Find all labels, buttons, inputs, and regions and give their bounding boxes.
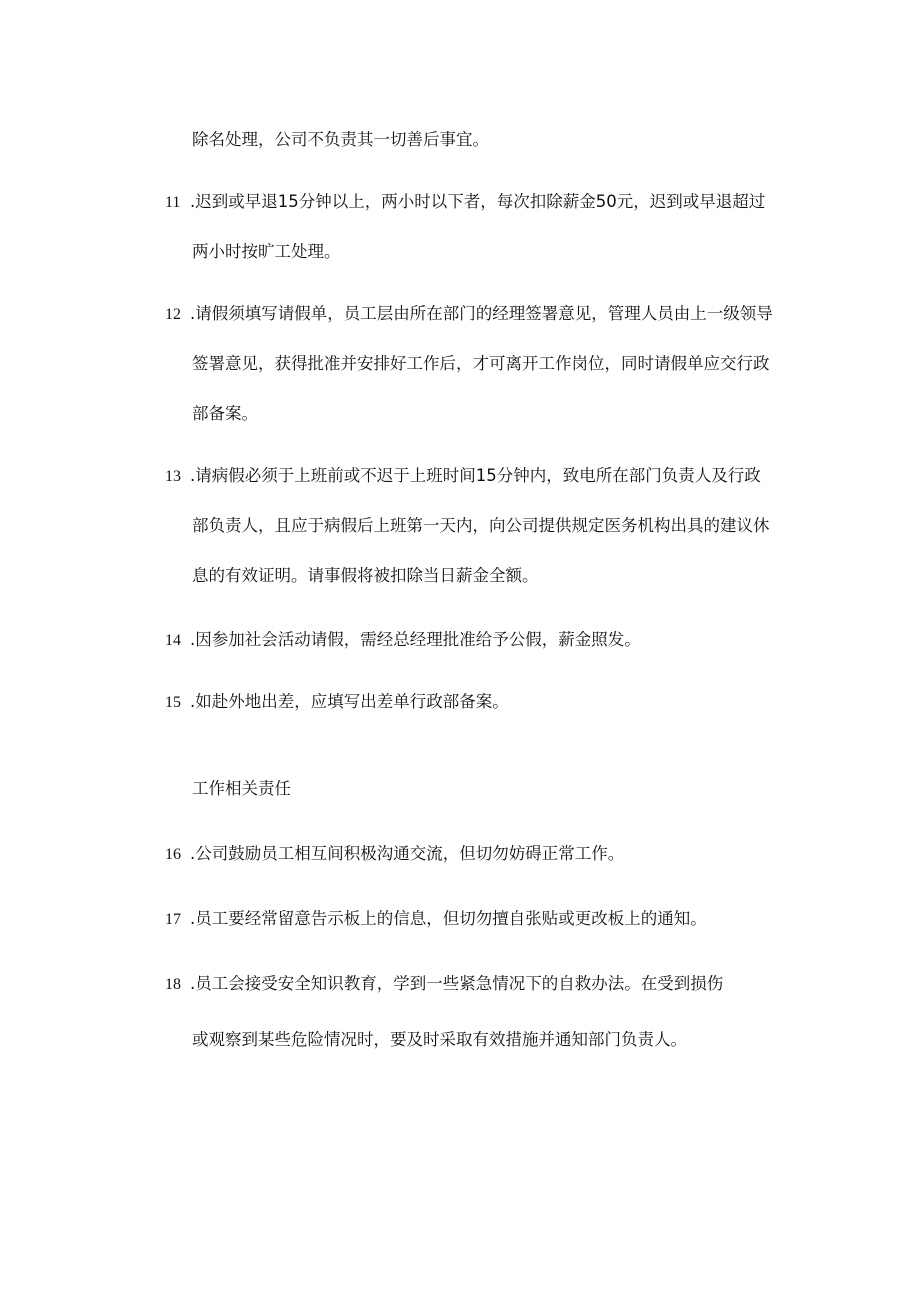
item-line: .请病假必须于上班前或不迟于上班时间15分钟内，致电所在部门负责人及行政	[190, 466, 761, 485]
item-line: 或观察到某些危险情况时，要及时采取有效措施并通知部门负责人。	[192, 1030, 687, 1049]
item-number: 17	[165, 911, 181, 928]
item-line: .员工会接受安全知识教育，学到一些紧急情况下的自救办法。在受到损伤	[190, 974, 724, 993]
continuation-line: 除名处理，公司不负责其一切善后事宜。	[192, 130, 489, 149]
item-line: 两小时按旷工处理。	[192, 242, 341, 261]
item-line: 部备案。	[192, 404, 258, 423]
item-line: .公司鼓励员工相互间积极沟通交流，但切勿妨碍正常工作。	[190, 844, 625, 863]
item-number: 13	[165, 468, 181, 485]
item-number: 14	[165, 632, 181, 649]
item-line: 息的有效证明。请事假将被扣除当日薪金全额。	[192, 566, 539, 585]
section-heading: 工作相关责任	[192, 779, 291, 798]
item-line: 签署意见，获得批准并安排好工作后，才可离开工作岗位，同时请假单应交行政	[192, 354, 770, 373]
item-number: 18	[165, 976, 181, 993]
item-line: .请假须填写请假单，员工层由所在部门的经理签署意见，管理人员由上一级领导	[190, 304, 773, 323]
item-line: .迟到或早退15分钟以上，两小时以下者，每次扣除薪金50元，迟到或早退超过	[190, 192, 766, 211]
item-number: 11	[165, 194, 181, 211]
item-number: 15	[165, 694, 181, 711]
item-number: 12	[165, 306, 181, 323]
item-line: .员工要经常留意告示板上的信息，但切勿擅自张贴或更改板上的通知。	[190, 909, 707, 928]
item-line: .因参加社会活动请假，需经总经理批准给予公假，薪金照发。	[190, 630, 641, 649]
item-line: .如赴外地出差，应填写出差单行政部备案。	[190, 692, 509, 711]
item-line: 部负责人，且应于病假后上班第一天内，向公司提供规定医务机构出具的建议休	[192, 516, 770, 535]
item-number: 16	[165, 846, 181, 863]
